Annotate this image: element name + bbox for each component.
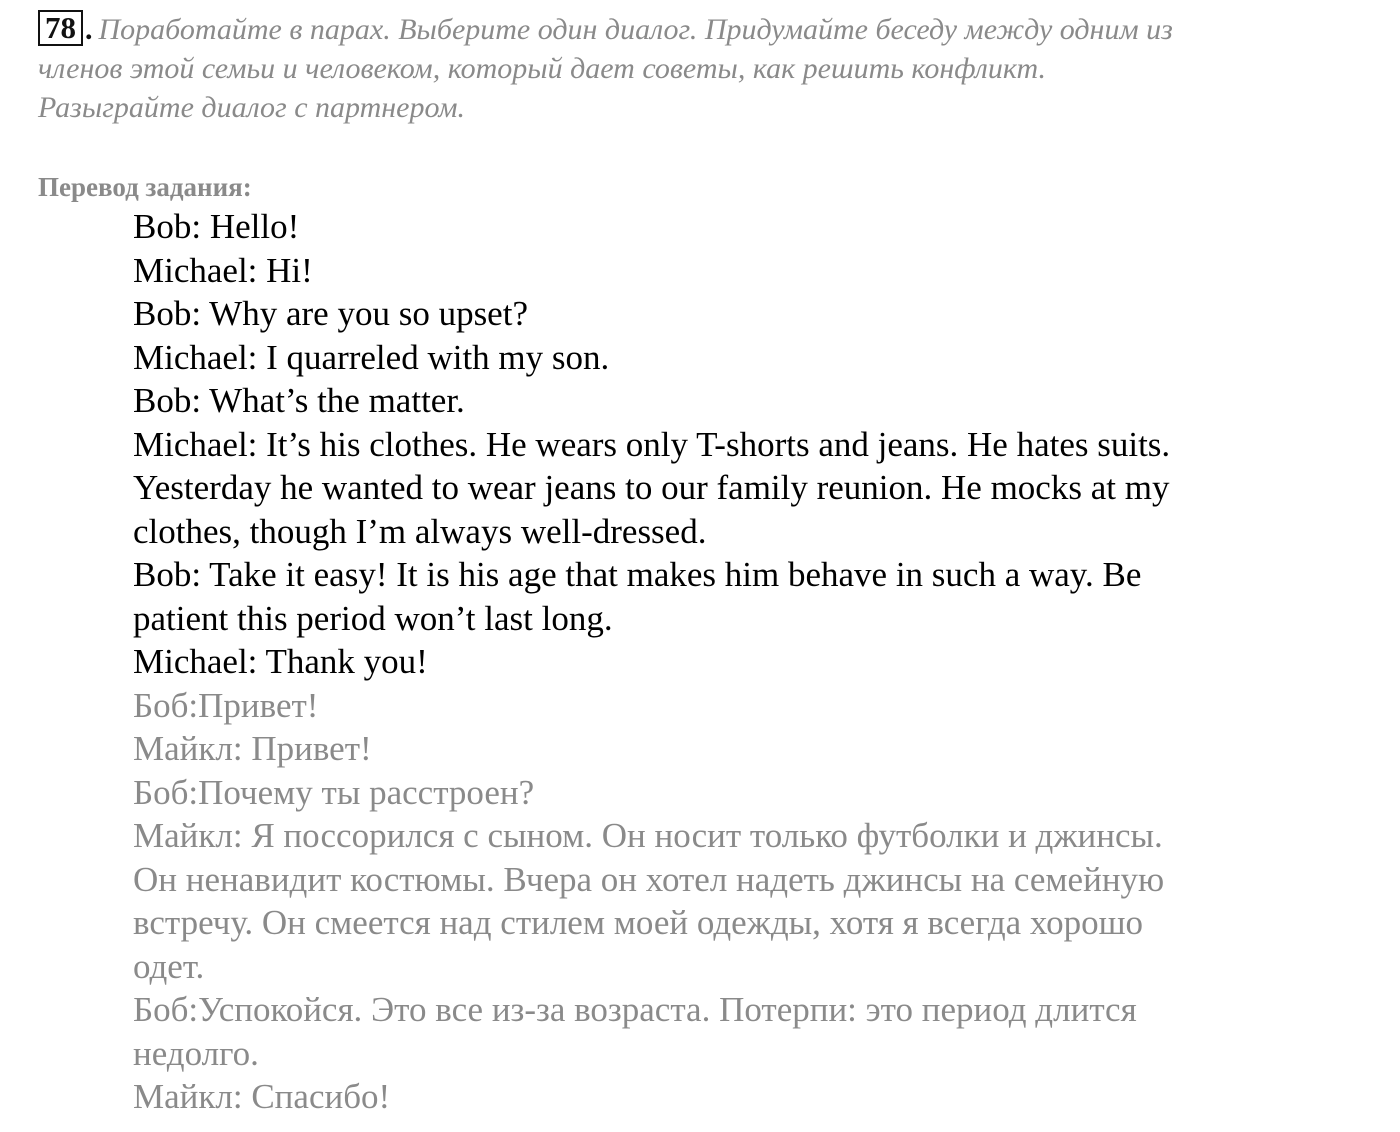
dialog — [133, 205, 1373, 1119]
dialog-line-en: Michael: It’s his clothes. He wears only T-shorts and jeans. He hates suits. — [133, 424, 1171, 464]
task-line: Разыграйте диалог с партнером. — [38, 91, 466, 124]
dialog-line-en: Bob: What’s the matter. — [133, 381, 465, 420]
task-text: Поработайте в парах. Выберите один диалог. Придумайте беседу между одним из — [98, 13, 1173, 46]
dialog-line-ru: недолго. — [133, 1033, 259, 1073]
translation-label: Перевод задания: — [38, 172, 252, 202]
dialog-line-ru: одет. — [133, 946, 205, 986]
dialog-line-ru: Боб:Почему ты расстроен? — [133, 772, 535, 812]
dialog-line-ru: Майкл: Я поссорился с сыном. Он носит только футболки и джинсы. — [133, 816, 1163, 855]
task-line — [38, 10, 1368, 49]
dialog-line-en: Yesterday he wanted to wear jeans to our family reunion. He mocks at my — [133, 468, 1170, 507]
dialog-line-en: clothes, though I’m always well-dressed. — [133, 511, 707, 551]
dialog-line-ru: Боб:Привет! — [133, 685, 319, 725]
dialog-line-en: Michael: Hi! — [133, 250, 313, 290]
task-number-dot: . — [85, 13, 93, 46]
dialog-line-ru: Майкл: Спасибо! — [133, 1077, 391, 1116]
dialog-line-en: Michael: I quarreled with my son. — [133, 337, 610, 377]
dialog-line-en: patient this period won’t last long. — [133, 598, 613, 638]
dialog-line-ru: Майкл: Привет! — [133, 729, 372, 768]
task-instructions — [38, 10, 1368, 127]
dialog-line-en: Bob: Take it easy! It is his age that makes him behave in such a way. Be — [133, 555, 1142, 594]
dialog-line-ru: встречу. Он смеется над стилем моей одежды, хотя я всегда хорошо — [133, 903, 1144, 942]
task-number: 78 — [38, 10, 83, 46]
dialog-line-ru: Он ненавидит костюмы. Вчера он хотел надеть джинсы на семейную — [133, 859, 1165, 899]
task-line: членов этой семьи и человеком, который дает советы, как решить конфликт. — [38, 52, 1047, 85]
dialog-line-en: Bob: Why are you so upset? — [133, 294, 528, 333]
dialog-line-en: Michael: Thank you! — [133, 642, 428, 681]
dialog-line-ru: Боб:Успокойся. Это все из-за возраста. Потерпи: это период длится — [133, 990, 1137, 1029]
dialog-line-en: Bob: Hello! — [133, 207, 300, 246]
